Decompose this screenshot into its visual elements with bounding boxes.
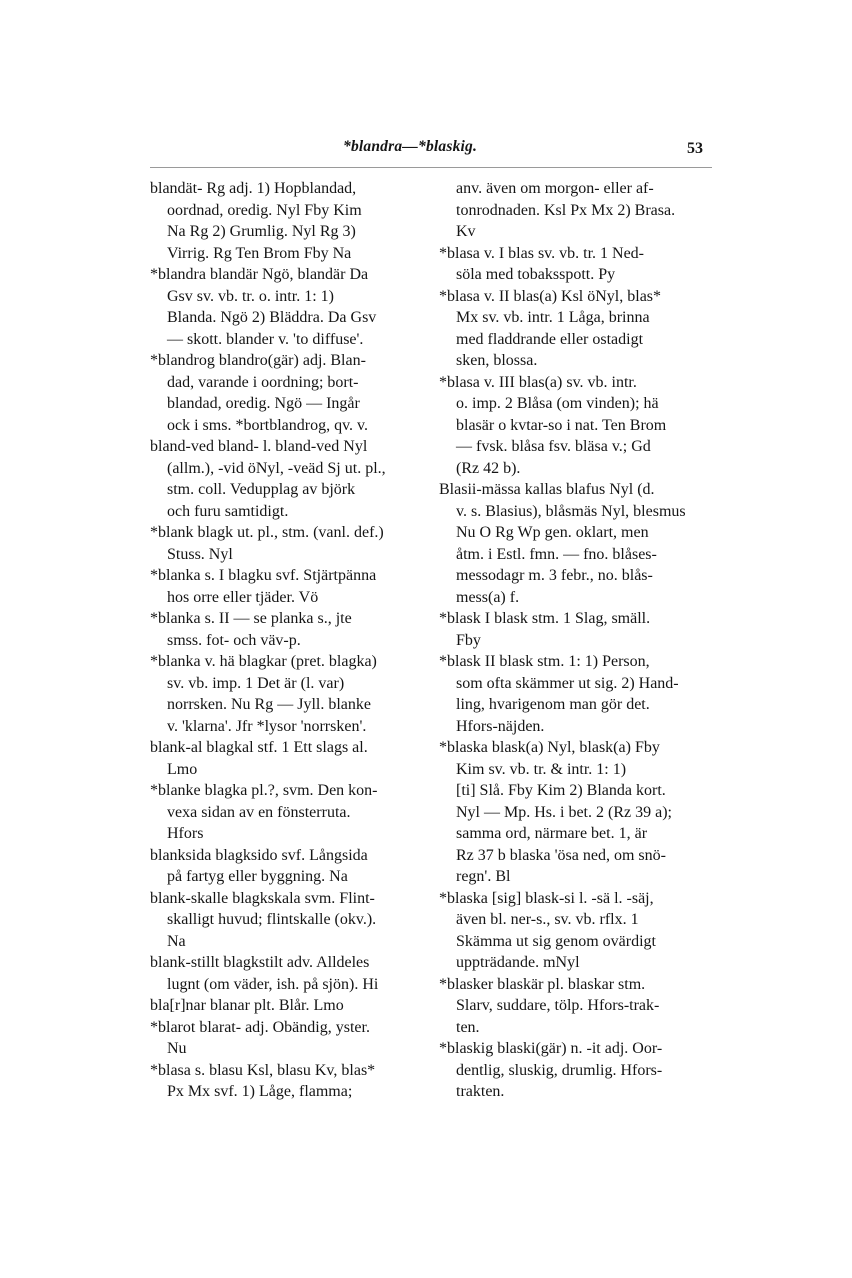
dictionary-line: smss. fot- och väv-p. <box>167 631 301 649</box>
dictionary-line: oordnad, oredig. Nyl Fby Kim <box>167 201 362 219</box>
dictionary-line: — fvsk. blåsa fsv. bläsa v.; Gd <box>456 438 651 455</box>
dictionary-line: messodagr m. 3 febr., no. blås- <box>456 567 653 584</box>
dictionary-line: med fladdrande eller ostadigt <box>456 330 644 348</box>
dictionary-line: åtm. i Estl. fmn. — fno. blåses- <box>456 545 657 563</box>
dictionary-line: *blanke blagka pl.?, svm. Den kon- <box>150 782 378 799</box>
dictionary-line: skalligt huvud; flintskalle (okv.). <box>167 911 377 928</box>
dictionary-line: lugnt (om väder, ish. på sjön). Hi <box>167 975 379 993</box>
dictionary-line: sv. vb. imp. 1 Det är (l. var) <box>167 674 345 692</box>
dictionary-line: Blasii-mässa kallas blafus Nyl (d. <box>439 481 655 498</box>
dictionary-line: ock i sms. *bortblandrog, qv. v. <box>167 416 369 434</box>
dictionary-line: Skämma ut sig genom ovärdigt <box>456 932 656 950</box>
dictionary-line: mess(a) f. <box>456 588 520 606</box>
dictionary-line: Nyl — Mp. Hs. i bet. 2 (Rz 39 a); <box>456 803 672 821</box>
dictionary-line: *blanka s. II — se planka s., jte <box>150 610 352 627</box>
dictionary-line: som ofta skämmer ut sig. 2) Hand- <box>456 674 679 692</box>
running-head-title: *blandra—*blaskig. <box>343 138 478 155</box>
dictionary-line: v. s. Blasius), blåsmäs Nyl, blesmus <box>456 502 686 520</box>
dictionary-line: Stuss. Nyl <box>167 545 233 563</box>
dictionary-line: Kv <box>456 223 476 240</box>
dictionary-line: Mx sv. vb. intr. 1 Låga, brinna <box>456 309 650 326</box>
dictionary-line: trakten. <box>456 1083 505 1100</box>
dictionary-line: bla[r]nar blanar plt. Blår. Lmo <box>150 997 344 1014</box>
dictionary-line: *blarot blarat- adj. Obändig, yster. <box>150 1018 370 1036</box>
header-divider <box>150 167 712 168</box>
dictionary-line: dentlig, sluskig, drumlig. Hfors- <box>456 1061 663 1079</box>
dictionary-line: bland-ved bland- l. bland-ved Nyl <box>150 438 368 455</box>
dictionary-line: Nu O Rg Wp gen. oklart, men <box>456 524 649 541</box>
dictionary-line: *blask I blask stm. 1 Slag, smäll. <box>439 610 651 627</box>
dictionary-line: o. imp. 2 Blåsa (om vinden); hä <box>456 395 659 412</box>
dictionary-line: även bl. ner-s., sv. vb. rflx. 1 <box>456 911 639 928</box>
dictionary-line: *blandrog blandro(gär) adj. Blan- <box>150 352 366 369</box>
dictionary-line: ling, hvarigenom man gör det. <box>456 696 650 713</box>
dictionary-line: *blasa s. blasu Ksl, blasu Kv, blas* <box>150 1061 376 1079</box>
dictionary-line: norrsken. Nu Rg — Jyll. blanke <box>167 696 371 713</box>
dictionary-line: dad, varande i oordning; bort- <box>167 373 359 391</box>
dictionary-line: *blasa v. III blas(a) sv. vb. intr. <box>439 373 637 391</box>
dictionary-line: blandät- Rg adj. 1) Hopblandad, <box>150 180 357 197</box>
dictionary-line: Hfors <box>167 825 204 842</box>
dictionary-line: *blaska [sig] blask-si l. -sä l. -säj, <box>439 889 654 907</box>
dictionary-line: regn'. Bl <box>456 868 511 885</box>
dictionary-line: blank-stillt blagkstilt adv. Alldeles <box>150 954 370 971</box>
dictionary-line: Na Rg 2) Grumlig. Nyl Rg 3) <box>167 223 356 240</box>
page-number: 53 <box>687 140 703 157</box>
right-column <box>439 178 711 1103</box>
dictionary-line: Kim sv. vb. tr. & intr. 1: 1) <box>456 760 627 778</box>
dictionary-line: Hfors-näjden. <box>456 717 545 735</box>
dictionary-line: Nu <box>167 1040 187 1057</box>
dictionary-line: blasär o kvtar-so i nat. Ten Brom <box>456 416 667 434</box>
dictionary-line: blank-skalle blagkskala svm. Flint- <box>150 889 375 907</box>
dictionary-line: v. 'klarna'. Jfr *lysor 'norrsken'. <box>167 717 367 735</box>
dictionary-line: (allm.), -vid öNyl, -veäd Sj ut. pl., <box>167 459 386 477</box>
dictionary-line: Slarv, suddare, tölp. Hfors-trak- <box>456 997 660 1014</box>
dictionary-line: vexa sidan av en fönsterruta. <box>167 803 351 821</box>
dictionary-line: (Rz 42 b). <box>456 459 521 477</box>
dictionary-line: Na <box>167 932 186 950</box>
dictionary-line: och furu samtidigt. <box>167 502 289 520</box>
left-column <box>150 178 435 1103</box>
dictionary-line: *blanka v. hä blagkar (pret. blagka) <box>150 653 377 670</box>
dictionary-line: Px Mx svf. 1) Låge, flamma; <box>167 1083 353 1100</box>
dictionary-line: tonrodnaden. Ksl Px Mx 2) Brasa. <box>456 201 676 219</box>
dictionary-line: Rz 37 b blaska 'ösa ned, om snö- <box>456 846 666 864</box>
dictionary-line: *blaskig blaski(gär) n. -it adj. Oor- <box>439 1040 663 1057</box>
dictionary-line: Lmo <box>167 760 198 778</box>
dictionary-line: *blasker blaskär pl. blaskar stm. <box>439 975 646 993</box>
dictionary-line: *blasa v. I blas sv. vb. tr. 1 Ned- <box>439 244 644 262</box>
dictionary-line: på fartyg eller byggning. Na <box>167 868 348 885</box>
dictionary-line: blandad, oredig. Ngö — Ingår <box>167 395 360 412</box>
dictionary-line: Gsv sv. vb. tr. o. intr. 1: 1) <box>167 287 334 305</box>
dictionary-line: Blanda. Ngö 2) Bläddra. Da Gsv <box>167 309 377 326</box>
dictionary-line: anv. även om morgon- eller af- <box>456 180 654 197</box>
dictionary-line: hos orre eller tjäder. Vö <box>167 588 319 606</box>
dictionary-line: — skott. blander v. 'to diffuse'. <box>167 330 364 348</box>
dictionary-line: *blaska blask(a) Nyl, blask(a) Fby <box>439 739 660 756</box>
dictionary-line: ten. <box>456 1018 480 1036</box>
dictionary-line: blanksida blagksido svf. Långsida <box>150 846 368 864</box>
dictionary-line: uppträdande. mNyl <box>456 954 580 971</box>
dictionary-line: *blandra blandär Ngö, blandär Da <box>150 266 369 283</box>
dictionary-line: stm. coll. Vedupplag av björk <box>167 481 356 498</box>
dictionary-line: Virrig. Rg Ten Brom Fby Na <box>167 244 352 262</box>
dictionary-line: *blanka s. I blagku svf. Stjärtpänna <box>150 567 377 584</box>
dictionary-line: blank-al blagkal stf. 1 Ett slags al. <box>150 739 368 756</box>
dictionary-line: söla med tobaksspott. Py <box>456 266 616 283</box>
dictionary-line: sken, blossa. <box>456 352 538 369</box>
dictionary-line: *blask II blask stm. 1: 1) Person, <box>439 653 650 670</box>
dictionary-line: *blasa v. II blas(a) Ksl öNyl, blas* <box>439 287 662 305</box>
dictionary-line: Fby <box>456 631 481 649</box>
dictionary-line: *blank blagk ut. pl., stm. (vanl. def.) <box>150 524 384 541</box>
dictionary-line: samma ord, närmare bet. 1, är <box>456 825 648 842</box>
dictionary-line: [ti] Slå. Fby Kim 2) Blanda kort. <box>456 782 666 799</box>
